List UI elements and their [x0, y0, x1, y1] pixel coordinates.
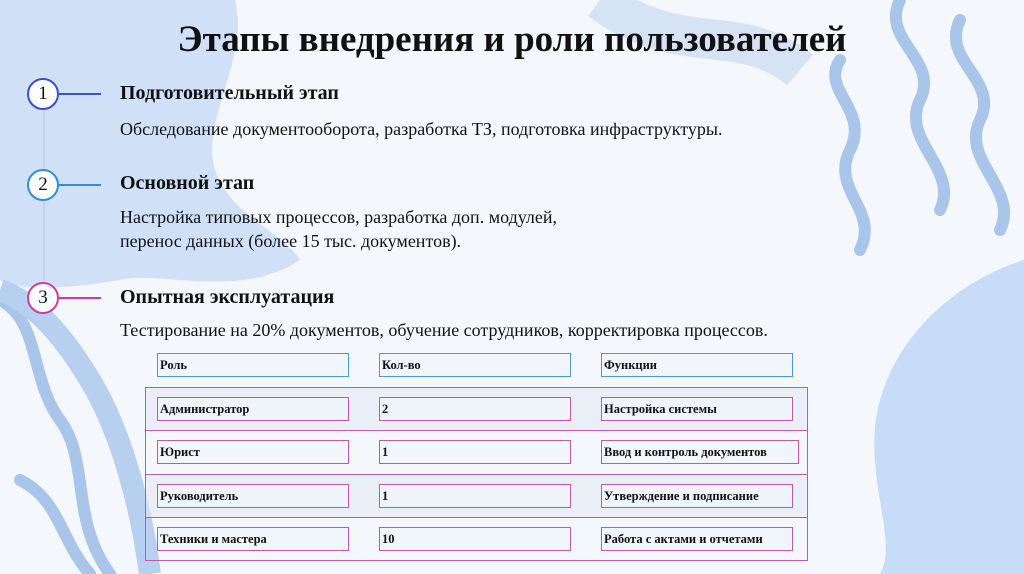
stage-2-connector: [59, 184, 101, 186]
cell-count: 10: [379, 527, 571, 551]
stage-3-connector: [59, 297, 101, 299]
stage-1-heading: Подготовительный этап: [120, 82, 339, 104]
cell-role: Администратор: [157, 397, 349, 421]
stage-1-text: Обследование документооборота, разработка ТЗ, подготовка инфраструктуры.: [120, 119, 723, 139]
cell-functions: Утверждение и подписание: [601, 484, 793, 508]
header-count: Кол-во: [379, 353, 571, 377]
cell-role: Юрист: [157, 440, 349, 464]
page-title: Этапы внедрения и роли пользователей: [177, 19, 847, 60]
stage-2-text-line-1: Настройка типовых процессов, разработка доп. модулей,: [120, 207, 558, 227]
cell-role: Техники и мастера: [157, 527, 349, 551]
stage-1-connector: [59, 93, 101, 95]
header-functions: Функции: [601, 353, 793, 377]
stage-2-text-line-2: перенос данных (более 15 тыс. документов).: [120, 231, 462, 251]
cell-functions: Ввод и контроль документов: [601, 440, 799, 464]
cell-functions: Работа с актами и отчетами: [601, 527, 793, 551]
stage-3-number: 3: [27, 282, 59, 314]
stage-2-number: 2: [27, 169, 59, 201]
cell-count: 2: [379, 397, 571, 421]
stage-3-heading: Опытная эксплуатация: [120, 286, 335, 308]
stage-1-number: 1: [27, 78, 59, 110]
cell-role: Руководитель: [157, 484, 349, 508]
cell-count: 1: [379, 484, 571, 508]
header-role: Роль: [157, 353, 349, 377]
stage-2-heading: Основной этап: [120, 172, 255, 194]
cell-functions: Настройка системы: [601, 397, 793, 421]
cell-count: 1: [379, 440, 571, 464]
stage-3-text: Тестирование на 20% документов, обучение сотрудников, корректировка процессов.: [120, 320, 768, 340]
